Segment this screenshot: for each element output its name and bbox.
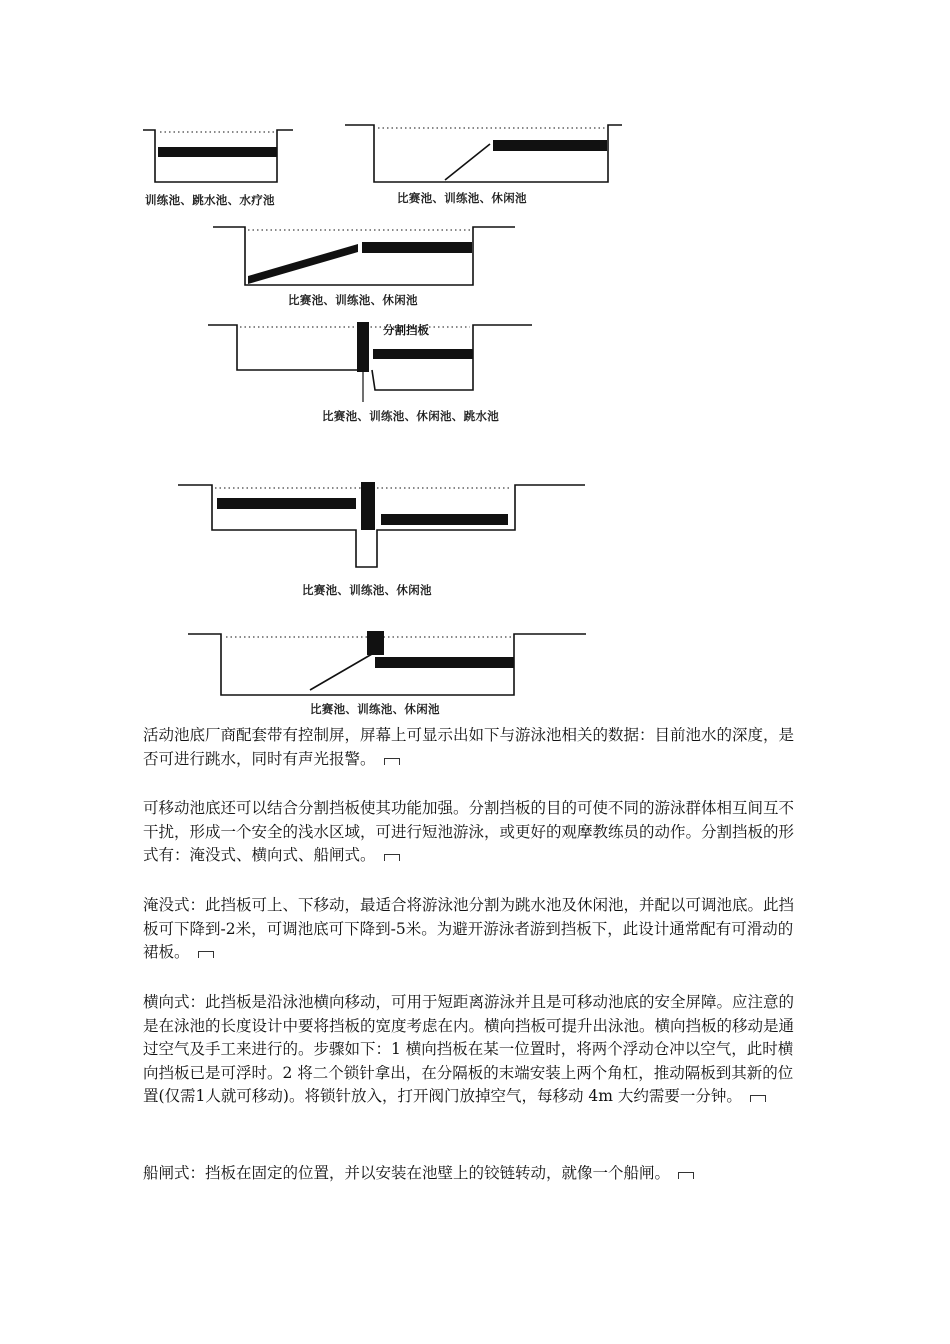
diagram-3 bbox=[213, 227, 515, 285]
divider-label: 分割挡板 bbox=[383, 323, 429, 337]
paragraph-5: 船闸式：挡板在固定的位置，并以安装在池壁上的铰链转动，就像一个船闸。 bbox=[143, 1162, 808, 1186]
diagram-2 bbox=[345, 125, 622, 182]
diagram-6 bbox=[188, 631, 586, 695]
diagram-5 bbox=[178, 482, 585, 567]
diagram-6-caption: 比赛池、训练池、休闲池 bbox=[310, 702, 440, 716]
paragraph-mark-icon bbox=[198, 951, 214, 958]
paragraph-mark-icon bbox=[384, 854, 400, 861]
paragraph-mark-icon bbox=[678, 1172, 694, 1179]
paragraph-4: 横向式：此挡板是沿泳池横向移动，可用于短距离游泳并且是可移动池底的安全屏障。应注意的是在泳池的长度设计中要将挡板的宽度考虑在内。横向挡板可提升出泳池。横向挡板的移动是通过空气及手工来进行的。步骤如下：1 横向挡板在某一位置时，将两个浮动仓冲以空气，此时横向挡板已是可浮时。2 将二个锁针拿出，在分隔板的末端安装上两个角杠，推动隔板到其新的位置(仅需1人就可移动)。将锁针放入，打开阀门放掉空气，每移动 4m 大约需要一分钟。 bbox=[143, 993, 795, 1105]
diagram-3-caption: 比赛池、训练池、休闲池 bbox=[288, 293, 418, 307]
paragraph-1: 活动池底厂商配套带有控制屏，屏幕上可显示出如下与游泳池相关的数据：目前池水的深度，是否可进行跳水，同时有声光报警。 bbox=[143, 726, 795, 768]
diagram-4 bbox=[208, 322, 532, 402]
paragraph-mark-icon bbox=[750, 1095, 766, 1102]
diagram-2-caption: 比赛池、训练池、休闲池 bbox=[397, 191, 527, 205]
diagram-4-caption: 比赛池、训练池、休闲池、跳水池 bbox=[322, 409, 499, 423]
paragraph-3: 淹没式：此挡板可上、下移动，最适合将游泳池分割为跳水池及休闲池，并配以可调池底。此挡板可下降到-2米，可调池底可下降到-5米。为避开游泳者游到挡板下，此设计通常配有可滑动的裙板。 bbox=[143, 896, 795, 961]
paragraph-mark-icon bbox=[384, 758, 400, 765]
paragraph-2: 可移动池底还可以结合分割挡板使其功能加强。分割挡板的目的可使不同的游泳群体相互间互不干扰，形成一个安全的浅水区域，可进行短池游泳，或更好的观摩教练员的动作。分割挡板的形式有：淹没式、横向式、船闸式。 bbox=[143, 799, 795, 864]
diagram-5-caption: 比赛池、训练池、休闲池 bbox=[302, 583, 432, 597]
diagram-1 bbox=[143, 130, 293, 182]
diagram-1-caption: 训练池、跳水池、水疗池 bbox=[145, 193, 275, 207]
